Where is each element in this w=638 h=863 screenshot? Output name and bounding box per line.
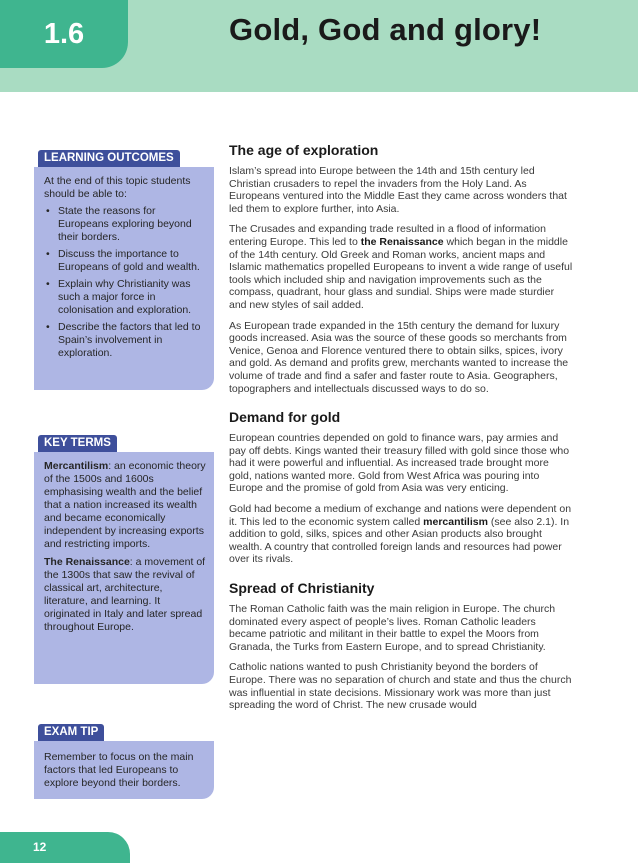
learning-outcomes-label: LEARNING OUTCOMES: [38, 150, 180, 167]
paragraph: The Roman Catholic faith was the main religion in Europe. The church dominated every aspect of people’s lives. Roman Catholic leaders became patriotic and militant in their battle to expel the Moors from Granada, the Turks from Eastern Europe, and to spread Christianity.: [229, 603, 556, 653]
key-terms-box: [34, 452, 214, 684]
key-term: The Renaissance: [44, 556, 130, 568]
paragraph: As European trade expanded in the 15th century the demand for luxury goods increased. Asia was the source of these goods so merchants from Venice, Genoa and Florence ventured there to obtain silks, spices, ivory and gold. As demand and profits grew, merchants wanted to increase the volume of trade and find a safer and faster route to Asia. Geographers, topographers and intellectuals discussed ways to do so.: [229, 319, 569, 395]
footer-tab: [0, 832, 130, 863]
learning-outcomes-intro: At the end of this topic students should be able to:: [44, 175, 191, 200]
exam-tip-label: EXAM TIP: [38, 724, 104, 741]
section-number-tab: [0, 0, 128, 68]
list-item: • Explain why Christianity was such a major force in colonisation and exploration.: [58, 278, 206, 317]
main-content: [229, 142, 574, 720]
key-term-definition: : an economic theory of the 1500s and 1600s emphasising wealth and the belief that a nation increased its wealth and became economically independent by increasing exports and restricting imports.: [44, 460, 206, 550]
paragraph: European countries depended on gold to finance wars, pay armies and pay off debts. Kings wanted their treasury filled with gold since those who had it were powerful and influential. As increased trade brought more gold, nations wanted more. Gold from West Africa was pouring into Europe and the promise of gold from Asia was very enticing.: [229, 432, 570, 495]
key-term-definition: : a movement of the 1300s that saw the revival of classical art, architecture, literature, and learning. It originated in Italy and later spread throughout Europe.: [44, 556, 206, 633]
learning-outcomes-list: [44, 205, 206, 360]
bold-term: the Renaissance: [360, 235, 444, 248]
key-term: Mercantilism: [44, 460, 109, 472]
list-item: • State the reasons for Europeans exploring beyond their borders.: [58, 205, 206, 244]
section-heading: Spread of Christianity: [229, 580, 375, 597]
paragraph: The Crusades and expanding trade resulted in a flood of information entering Europe. This led to the Renaissance which began in the middle of the 14th century. Old Greek and Roman works, ancient maps and Islamic mathematics propelled Europeans to invent a wide range of useful tools which included ship and navigation improvements such as the compass, quadrant, hour glass and sundial. Ships were made sturdier and new styles of sail added.: [229, 223, 573, 311]
paragraph: Islam’s spread into Europe between the 14th and 15th century led Christian crusaders to repel the invaders from the Holy Land. As Europeans ventured into the Middle East they came across wonders that led them to explore further, into Asia.: [229, 165, 567, 215]
section-number: 1.6: [43, 17, 85, 50]
learning-outcomes-box: [34, 167, 214, 390]
exam-tip-box: [34, 741, 214, 799]
key-term-entry: [44, 556, 206, 634]
paragraph: Gold had become a medium of exchange and nations were dependent on it. This led to the economic system called mercantilism (see also 2.1). In addition to gold, silks, spices and other Asian products also brought wealth. A country that controlled foreign lands and resources had power over its rivals.: [229, 503, 572, 566]
key-terms-label: KEY TERMS: [38, 435, 117, 452]
paragraph: Catholic nations wanted to push Christianity beyond the borders of Europe. There was no separation of church and state and thus the church was influential in state decisions. Missionary work was more than just spreading the word of Christ. The new crusade would: [229, 661, 572, 712]
bold-term: mercantilism: [423, 515, 488, 528]
page-number: 12: [33, 840, 47, 854]
section-heading: The age of exploration: [229, 142, 379, 158]
section-heading: Demand for gold: [229, 409, 341, 426]
key-term-entry: [44, 460, 206, 551]
list-item: • Describe the factors that led to Spain’s involvement in exploration.: [58, 321, 206, 360]
exam-tip-text: Remember to focus on the main factors that led Europeans to explore beyond their borders.: [44, 751, 194, 789]
list-item: • Discuss the importance to Europeans of gold and wealth.: [58, 248, 206, 274]
page-title: Gold, God and glory!: [229, 12, 542, 47]
